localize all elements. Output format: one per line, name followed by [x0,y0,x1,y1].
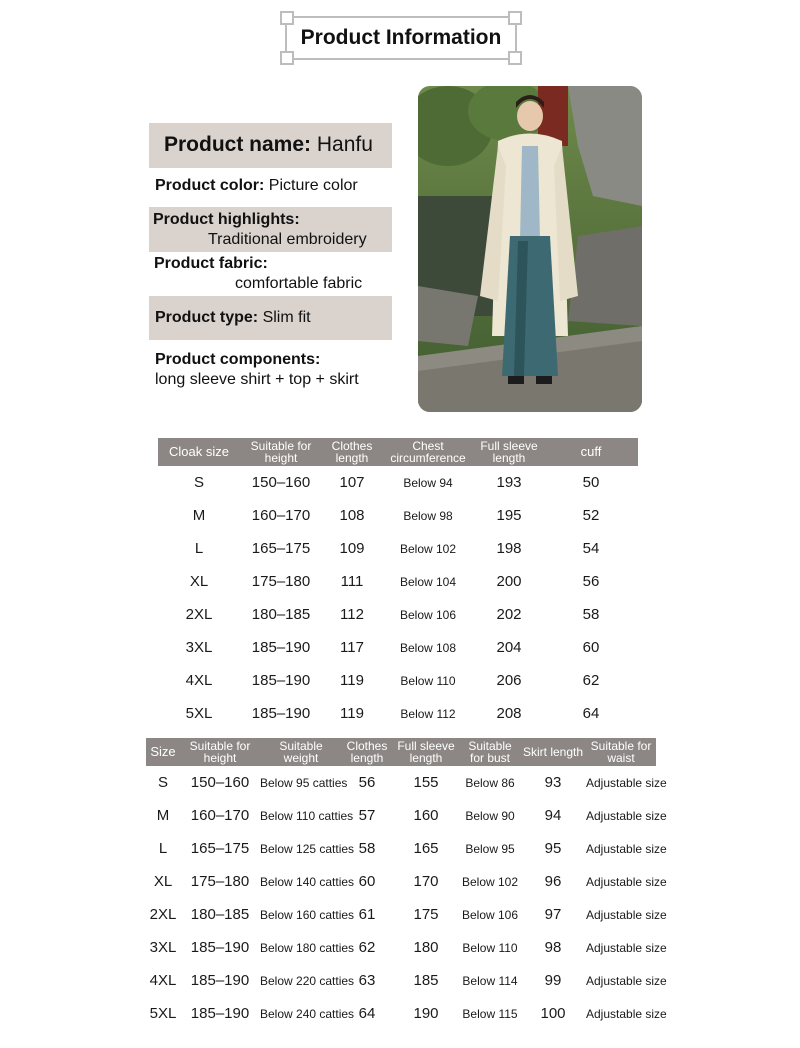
table-row [158,598,638,631]
table-cell: 94 [544,807,562,824]
table-cell: Below 90 [465,808,515,823]
table-cell: 95 [544,840,562,857]
table-row [158,565,638,598]
header-suitable-weight: Suitable weight [260,738,342,766]
table-cell: 185–190 [190,1005,250,1022]
cloak-table-header [158,438,638,466]
table-cell: Below 110 [400,673,456,688]
header-skirt-length: Skirt length [520,738,586,766]
table-cell: S [193,474,204,491]
table-row [158,499,638,532]
table-row [158,532,638,565]
table-cell: Adjustable size [586,940,667,955]
header-sleeve-length: Full sleeve length [474,438,544,466]
table-cell: 64 [358,1005,376,1022]
product-type-value: Slim fit [262,309,311,326]
table-row [146,865,656,898]
table-cell: Below 104 [399,574,457,589]
table-cell: 185–190 [251,672,311,689]
header-chest: Chest circumference [382,438,474,466]
table-cell: 2XL [185,606,213,623]
table-cell: Adjustable size [586,907,667,922]
model-illustration [418,86,642,412]
table-cell: 111 [340,573,364,590]
product-type-label: Product type: [155,309,259,326]
table-cell: 107 [339,474,365,491]
table-cell: Adjustable size [586,874,667,889]
table-cell: 50 [582,474,600,491]
table-cell: 170 [413,873,439,890]
table-cell: 5XL [185,705,213,722]
table-cell: Below 180 catties [260,940,355,955]
table-cell: Adjustable size [586,775,667,790]
header-sleeve-length: Full sleeve length [392,738,460,766]
table-cell: 160–170 [190,807,250,824]
table-cell: 160 [413,807,439,824]
table-cell: 190 [413,1005,439,1022]
table-cell: Below 160 catties [260,907,355,922]
table-row [158,466,638,499]
table-cell: 119 [340,705,364,722]
product-type [155,309,311,327]
product-color-label: Product color: [155,177,265,194]
frame-corner [508,51,522,65]
table-row [146,997,656,1030]
table-cell: 195 [496,507,522,524]
table-cell: 4XL [185,672,213,689]
size-table-header [146,738,656,766]
header-clothes-length: Clothes length [322,438,382,466]
table-cell: Below 108 [399,640,457,655]
table-cell: 58 [582,606,600,623]
table-cell: 57 [358,807,376,824]
table-cell: 204 [496,639,522,656]
table-row [146,832,656,865]
table-cell: 52 [582,507,600,524]
table-cell: 198 [496,540,522,557]
header-suitable-bust: Suitable for bust [460,738,520,766]
table-cell: Below 86 [465,775,515,790]
product-components-value: long sleeve shirt + top + skirt [155,371,359,388]
highlights-label-text: Product highlights: [153,211,300,228]
size-table [146,738,667,1030]
table-cell: Below 115 [462,1006,518,1021]
header-clothes-length: Clothes length [342,738,392,766]
table-cell: 100 [540,1005,566,1022]
table-row [158,664,638,697]
table-cell: 5XL [149,1005,177,1022]
table-cell: Below 220 catties [260,973,355,988]
table-cell: 62 [582,672,600,689]
frame-corner [508,11,522,25]
table-cell: 61 [358,906,376,923]
table-cell: L [194,540,204,557]
table-cell: Below 240 catties [260,1006,355,1021]
table-cell: 175 [413,906,439,923]
product-highlights-label [153,211,300,229]
table-cell: 180–185 [190,906,250,923]
components-label-text: Product components: [155,351,321,368]
page-title: Product Information [300,26,502,49]
table-cell: 175–180 [251,573,311,590]
table-cell: Below 102 [461,874,519,889]
table-cell: 93 [544,774,562,791]
table-row [146,931,656,964]
size-table-body [146,766,667,1030]
table-cell: 193 [496,474,522,491]
table-cell: 2XL [149,906,177,923]
table-cell: 112 [340,606,364,623]
table-cell: Below 140 catties [260,874,355,889]
header-size: Size [146,738,180,766]
table-cell: 119 [340,672,364,689]
table-cell: 58 [358,840,376,857]
product-highlights-value: Traditional embroidery [208,231,367,248]
table-cell: Below 114 [462,973,518,988]
table-cell: Adjustable size [586,841,667,856]
table-cell: Below 112 [400,706,456,721]
table-cell: 206 [496,672,522,689]
table-cell: 60 [358,873,376,890]
table-cell: 96 [544,873,562,890]
table-cell: 60 [582,639,600,656]
table-cell: Below 102 [399,541,457,556]
table-cell: 165–175 [251,540,311,557]
table-cell: Below 94 [403,475,453,490]
table-cell: 150–160 [251,474,311,491]
table-cell: S [157,774,168,791]
frame-corner [280,51,294,65]
table-cell: 56 [582,573,600,590]
table-cell: 160–170 [251,507,311,524]
table-cell: 63 [358,972,376,989]
table-cell: Adjustable size [586,973,667,988]
table-cell: Below 95 catties [260,775,348,790]
table-cell: Below 98 [403,508,453,523]
product-color-value: Picture color [268,177,358,194]
product-color [155,177,358,195]
header-cuff: cuff [544,438,638,466]
product-name [164,133,373,157]
table-cell: L [158,840,168,857]
table-cell: 155 [413,774,439,791]
table-cell: 64 [582,705,600,722]
table-cell: 4XL [149,972,177,989]
product-components-label [155,351,320,369]
table-row [158,697,638,730]
fabric-label-text: Product fabric: [154,255,268,272]
table-cell: 54 [582,540,600,557]
table-cell: 208 [496,705,522,722]
table-cell: Adjustable size [586,1006,667,1021]
table-cell: XL [153,873,173,890]
page-title-frame [285,16,517,60]
table-cell: Below 125 catties [260,841,355,856]
product-fabric-value: comfortable fabric [235,275,363,292]
table-row [158,631,638,664]
table-cell: M [156,807,170,824]
table-cell: 97 [544,906,562,923]
table-cell: 56 [358,774,376,791]
table-cell: 3XL [149,939,177,956]
table-cell: 109 [339,540,365,557]
table-cell: Below 95 [465,841,515,856]
table-cell: 185–190 [251,705,311,722]
table-cell: Below 106 [461,907,519,922]
header-suitable-waist: Suitable for waist [586,738,656,766]
header-suitable-height: Suitable for height [240,438,322,466]
table-cell: 150–160 [190,774,250,791]
table-cell: 98 [544,939,562,956]
cloak-size-table [158,438,638,730]
table-cell: XL [189,573,209,590]
table-cell: 108 [339,507,365,524]
product-name-value: Hanfu [316,133,373,156]
frame-corner [280,11,294,25]
table-row [146,898,656,931]
table-cell: Below 110 catties [260,808,354,823]
table-cell: 185 [413,972,439,989]
header-suitable-height: Suitable for height [180,738,260,766]
table-cell: 3XL [185,639,213,656]
header-cloak-size: Cloak size [158,438,240,466]
table-row [146,766,656,799]
table-cell: Below 106 [399,607,457,622]
table-cell: 99 [544,972,562,989]
cloak-table-body [158,466,638,730]
table-cell: 165 [413,840,439,857]
table-cell: 180–185 [251,606,311,623]
table-cell: 165–175 [190,840,250,857]
product-photo [418,86,642,412]
table-cell: 62 [358,939,376,956]
table-cell: Adjustable size [586,808,667,823]
table-row [146,964,656,997]
table-cell: 185–190 [190,972,250,989]
product-fabric-label [154,255,268,273]
table-row [146,799,656,832]
table-cell: 200 [496,573,522,590]
table-cell: 202 [496,606,522,623]
table-cell: M [192,507,206,524]
table-cell: 185–190 [251,639,311,656]
table-cell: 185–190 [190,939,250,956]
table-cell: 117 [340,639,364,656]
table-cell: 175–180 [190,873,250,890]
table-cell: 180 [413,939,439,956]
product-name-label: Product name: [164,133,312,156]
table-cell: Below 110 [462,940,518,955]
